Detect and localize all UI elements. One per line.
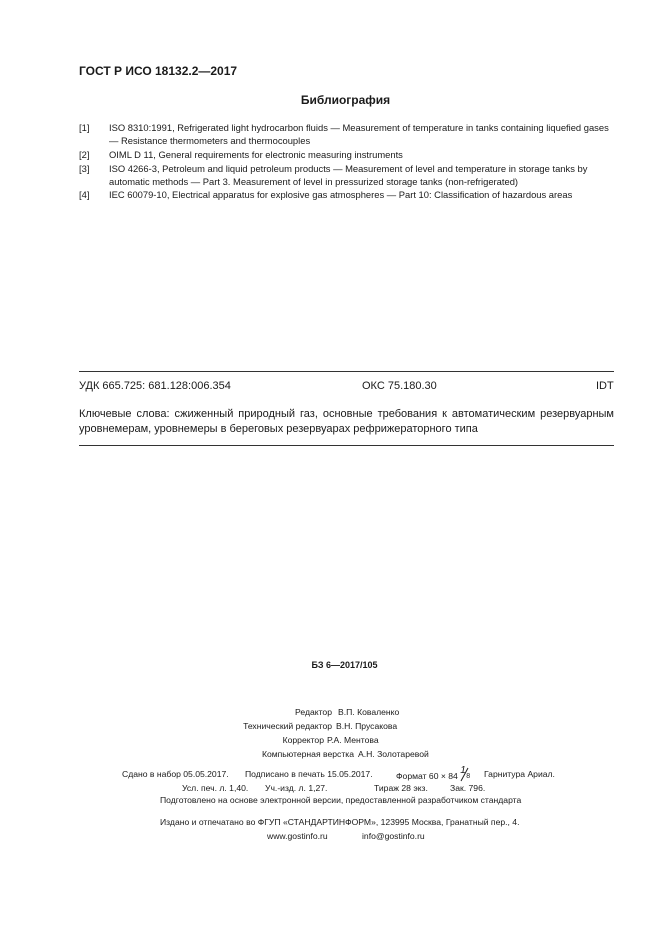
print-submitted: Сдано в набор 05.05.2017.: [122, 769, 229, 779]
print-edit-sheets: Уч.-изд. л. 1,27.: [265, 783, 328, 793]
divider-top: [79, 371, 614, 372]
credit-layout-name: А.Н. Золотаревой: [358, 749, 429, 759]
credit-editor-name: В.П. Коваленко: [338, 707, 400, 717]
print-source: Подготовлено на основе электронной версии, предоставленной разработчиком стандарта: [160, 795, 522, 805]
entry-number: [3]: [79, 163, 90, 174]
credit-label: Редактор: [295, 707, 332, 717]
bibliography-title: Библиография: [300, 93, 391, 107]
entry-text: ISO 4266-3, Petroleum and liquid petroleum products — Measurement of level and temperature in storage tanks by automatic methods — Part 3. Measurement of level in pressurized storage tanks (non-refrigerated): [109, 163, 588, 187]
entry-text: ISO 8310:1991, Refrigerated light hydrocarbon fluids — Measurement of temperature in tanks containing liquefied gases — Resistance thermometers and thermocouples: [109, 122, 609, 146]
divider-bottom: [79, 445, 614, 446]
print-order: Зак. 796.: [450, 783, 486, 793]
bz-number: БЗ 6—2017/105: [311, 660, 378, 670]
print-format: [396, 765, 471, 781]
print-signed: Подписано в печать 15.05.2017.: [245, 769, 373, 779]
oks-code: ОКС 75.180.30: [362, 380, 437, 392]
publisher-site: www.gostinfo.ru: [267, 831, 328, 841]
fraction-numerator: 1: [460, 765, 466, 776]
credit-label: Корректор: [282, 735, 324, 745]
keywords: Ключевые слова: сжиженный природный газ, основные требования к автоматическим резервуарным уровнемерам, уровнемеры в береговых резервуарах рефрижераторного типа: [79, 408, 614, 435]
print-format-label: Формат 60 × 84: [396, 771, 458, 781]
credit-corrector-name: Р.А. Ментова: [327, 735, 379, 745]
credit-tech-editor-name: В.Н. Прусакова: [336, 721, 398, 731]
publisher: Издано и отпечатано во ФГУП «СТАНДАРТИНФОРМ», 123995 Москва, Гранатный пер., 4.: [160, 817, 520, 827]
idt-marker: IDT: [596, 380, 614, 392]
entry-text: IEC 60079-10, Electrical apparatus for explosive gas atmospheres — Part 10: Classification of hazardous areas: [109, 189, 573, 200]
document-id: ГОСТ Р ИСО 18132.2—2017: [79, 64, 238, 78]
fraction-denominator: 8: [466, 773, 471, 780]
credit-label: Технический редактор: [243, 721, 332, 731]
print-typeface: Гарнитура Ариал.: [484, 769, 555, 779]
format-fraction: [460, 765, 471, 781]
entry-number: [2]: [79, 149, 90, 160]
entry-number: [1]: [79, 122, 90, 133]
udk-code: УДК 665.725: 681.128:006.354: [79, 380, 231, 392]
credit-label: Компьютерная верстка: [261, 749, 354, 759]
publisher-email: info@gostinfo.ru: [362, 831, 425, 841]
print-sheets: Усл. печ. л. 1,40.: [182, 783, 249, 793]
entry-text: OIML D 11, General requirements for electronic measuring instruments: [109, 149, 403, 160]
entry-number: [4]: [79, 189, 90, 200]
print-run: Тираж 28 экз.: [374, 783, 428, 793]
